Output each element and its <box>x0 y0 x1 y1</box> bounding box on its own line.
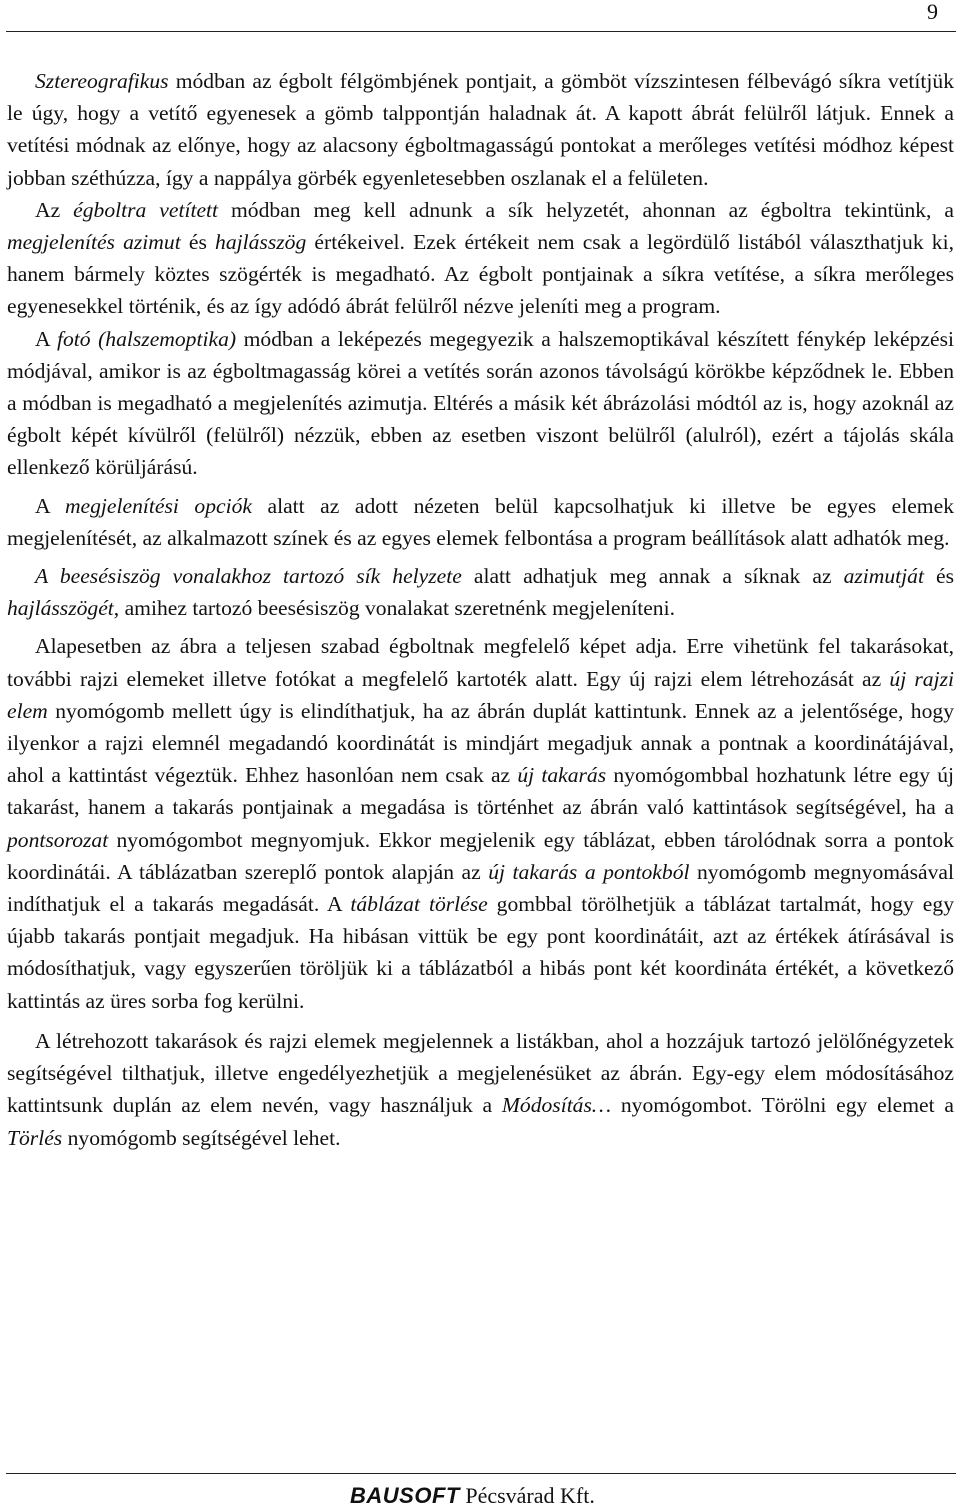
emphasized-term: pontsorozat <box>7 827 109 852</box>
emphasized-term: megjelenítési opciók <box>64 493 252 518</box>
emphasized-term: Sztereografikus <box>35 69 169 93</box>
text-run: Az <box>35 197 74 222</box>
header-rule <box>6 31 956 32</box>
paragraph-lists <box>7 1025 954 1154</box>
text-run: alatt adhatjuk meg annak a síknak az <box>461 564 844 589</box>
paragraph-stereographic <box>7 65 954 194</box>
text-run: módban a leképezés megegyezik a halszemoptikával készített fénykép leképzési módjával, amikor is az égboltmagasság körei a vetítés során azonos távolságú körökbe képződnek le. Ebben a módban is megadható a megjelenítés azimutja. Eltérés a másik két ábrázolási módtól az is, hogy azoknál az égbolt képét kívülről (felülről) nézzük, ebben az esetben viszont belülről (alulról), ezért a tájolás skála ellenkező körüljárású. <box>7 326 954 480</box>
emphasized-term: hajlásszögét <box>7 596 114 621</box>
paragraph-display-options <box>7 490 954 554</box>
text-run: Alapesetben az ábra a teljesen szabad égboltnak megfelelő képet adja. Erre vihetünk fel takarásokat, további rajzi elemeket illetve fotókat a megfelelő kartoték alatt. Egy új rajzi elem létrehozását az <box>7 634 954 691</box>
paragraph-fisheye <box>7 323 954 484</box>
text-run: A létrehozott takarások és rajzi elemek megjelennek a listákban, ahol a hozzájuk tartozó jelölőnégyzetek segítségével tilthatjuk, illetve engedélyezhetjük a megjelenésüket az ábrán. Egy-egy elem módosításához kattintsunk duplán az elem nevén, vagy használjuk a <box>7 1028 954 1118</box>
emphasized-term: új rajzi elem <box>7 666 954 723</box>
emphasized-term: égboltra vetített <box>73 197 219 222</box>
page-number: 9 <box>927 0 938 24</box>
text-run: nyomógomb megnyomásával indíthatjuk el a takarás megadását. A <box>7 859 954 917</box>
emphasized-term: táblázat törlése <box>350 892 488 917</box>
body-text <box>7 65 954 1154</box>
emphasized-term: Módosítás… <box>501 1093 612 1118</box>
footer-rule <box>6 1473 956 1474</box>
paragraph-incidence-plane <box>7 560 954 624</box>
text-run: nyomógomb mellett úgy is elindíthatjuk, ha az ábrán duplát kattintunk. Ennek az a jelentősége, hogy ilyenkor a rajzi elemnél megadandó koordinátát is mindjárt megadjuk annak a pontnak a koordinátájával, ahol a kattintást végeztük. Ehhez hasonlóan nem csak az <box>7 698 954 788</box>
company-name: Pécsvárad Kft. <box>459 1483 595 1508</box>
emphasized-term: A beesésiszög vonalakhoz tartozó sík helyzete <box>35 564 462 589</box>
emphasized-term: fotó (halszemoptika) <box>56 326 237 351</box>
emphasized-term: azimutját <box>843 564 924 589</box>
text-run: , amihez tartozó beesésiszög vonalakat szeretnénk megjeleníteni. <box>113 596 675 621</box>
text-run: és <box>180 230 216 255</box>
text-run: és <box>923 564 954 589</box>
emphasized-term: Törlés <box>7 1125 63 1150</box>
text-run: nyomógombbal hozhatunk létre egy új takarást, hanem a takarás pontjainak a megadása is történhet az ábrán való kattintások segítségével, ha a <box>7 763 955 820</box>
text-run: módban meg kell adnunk a sík helyzetét, ahonnan az égboltra tekintünk, a <box>218 197 954 222</box>
text-run: nyomógomb segítségével lehet. <box>62 1125 341 1150</box>
text-run: nyomógombot. Törölni egy elemet a <box>611 1093 954 1118</box>
text-run: A <box>35 493 65 518</box>
text-run: nyomógombot megnyomjuk. Ekkor megjelenik egy táblázat, ebben tárolódnak sorra a pontok koordinátái. A táblázatban szereplő pontok alapján az <box>7 827 954 884</box>
emphasized-term: új takarás <box>517 763 607 788</box>
paragraph-obstructions <box>7 630 954 1016</box>
text-run: módban az égbolt félgömbjének pontjait, a gömböt vízszintesen félbevágó síkra vetítjük le úgy, hogy a vetítő egyenesek a gömb talppontján haladnak át. A kapott ábrát felülről látjuk. Ennek a vetítési módnak az előnye, hogy az alacsony égboltmagasságú pontokat a merőleges vetítési módhoz képest jobban széthúzza, így a nappálya görbék egyenletesebben oszlanak el a felületen. <box>7 69 954 190</box>
emphasized-term: új takarás a pontokból <box>488 859 690 884</box>
text-run: értékeivel. Ezek értékeit nem csak a legördülő listából választhatjuk ki, hanem bármely köztes szögérték is megadható. Az égbolt pontjainak a síkra vetítése, a síkra merőleges egyenesekkel történik, és az így adódó ábrát felülről nézve jeleníti meg a program. <box>7 230 954 319</box>
paragraph-sky-projected <box>7 194 954 323</box>
emphasized-term: hajlásszög <box>215 230 307 255</box>
footer <box>350 1484 595 1508</box>
company-logo: BAUSOFT <box>350 1483 460 1508</box>
emphasized-term: megjelenítés azimut <box>7 230 181 255</box>
text-run: alatt az adott nézeten belül kapcsolhatjuk ki illetve be egyes elemek megjelenítését, az alkalmazott színek és az egyes elemek felbontása a program beállítások alatt adhatók meg. <box>7 493 954 550</box>
text-run: gombbal törölhetjük a táblázat tartalmát, hogy egy újabb takarás pontjait megadjuk. Ha hibásan vittük be egy pont koordinátáit, azt az értékek átírásával is módosíthatjuk, vagy egyszerűen töröljük ki a táblázatból a hibás pont két koordináta értékét, a következő kattintás az üres sorba fog kerülni. <box>7 892 954 1013</box>
text-run: A <box>35 326 57 351</box>
